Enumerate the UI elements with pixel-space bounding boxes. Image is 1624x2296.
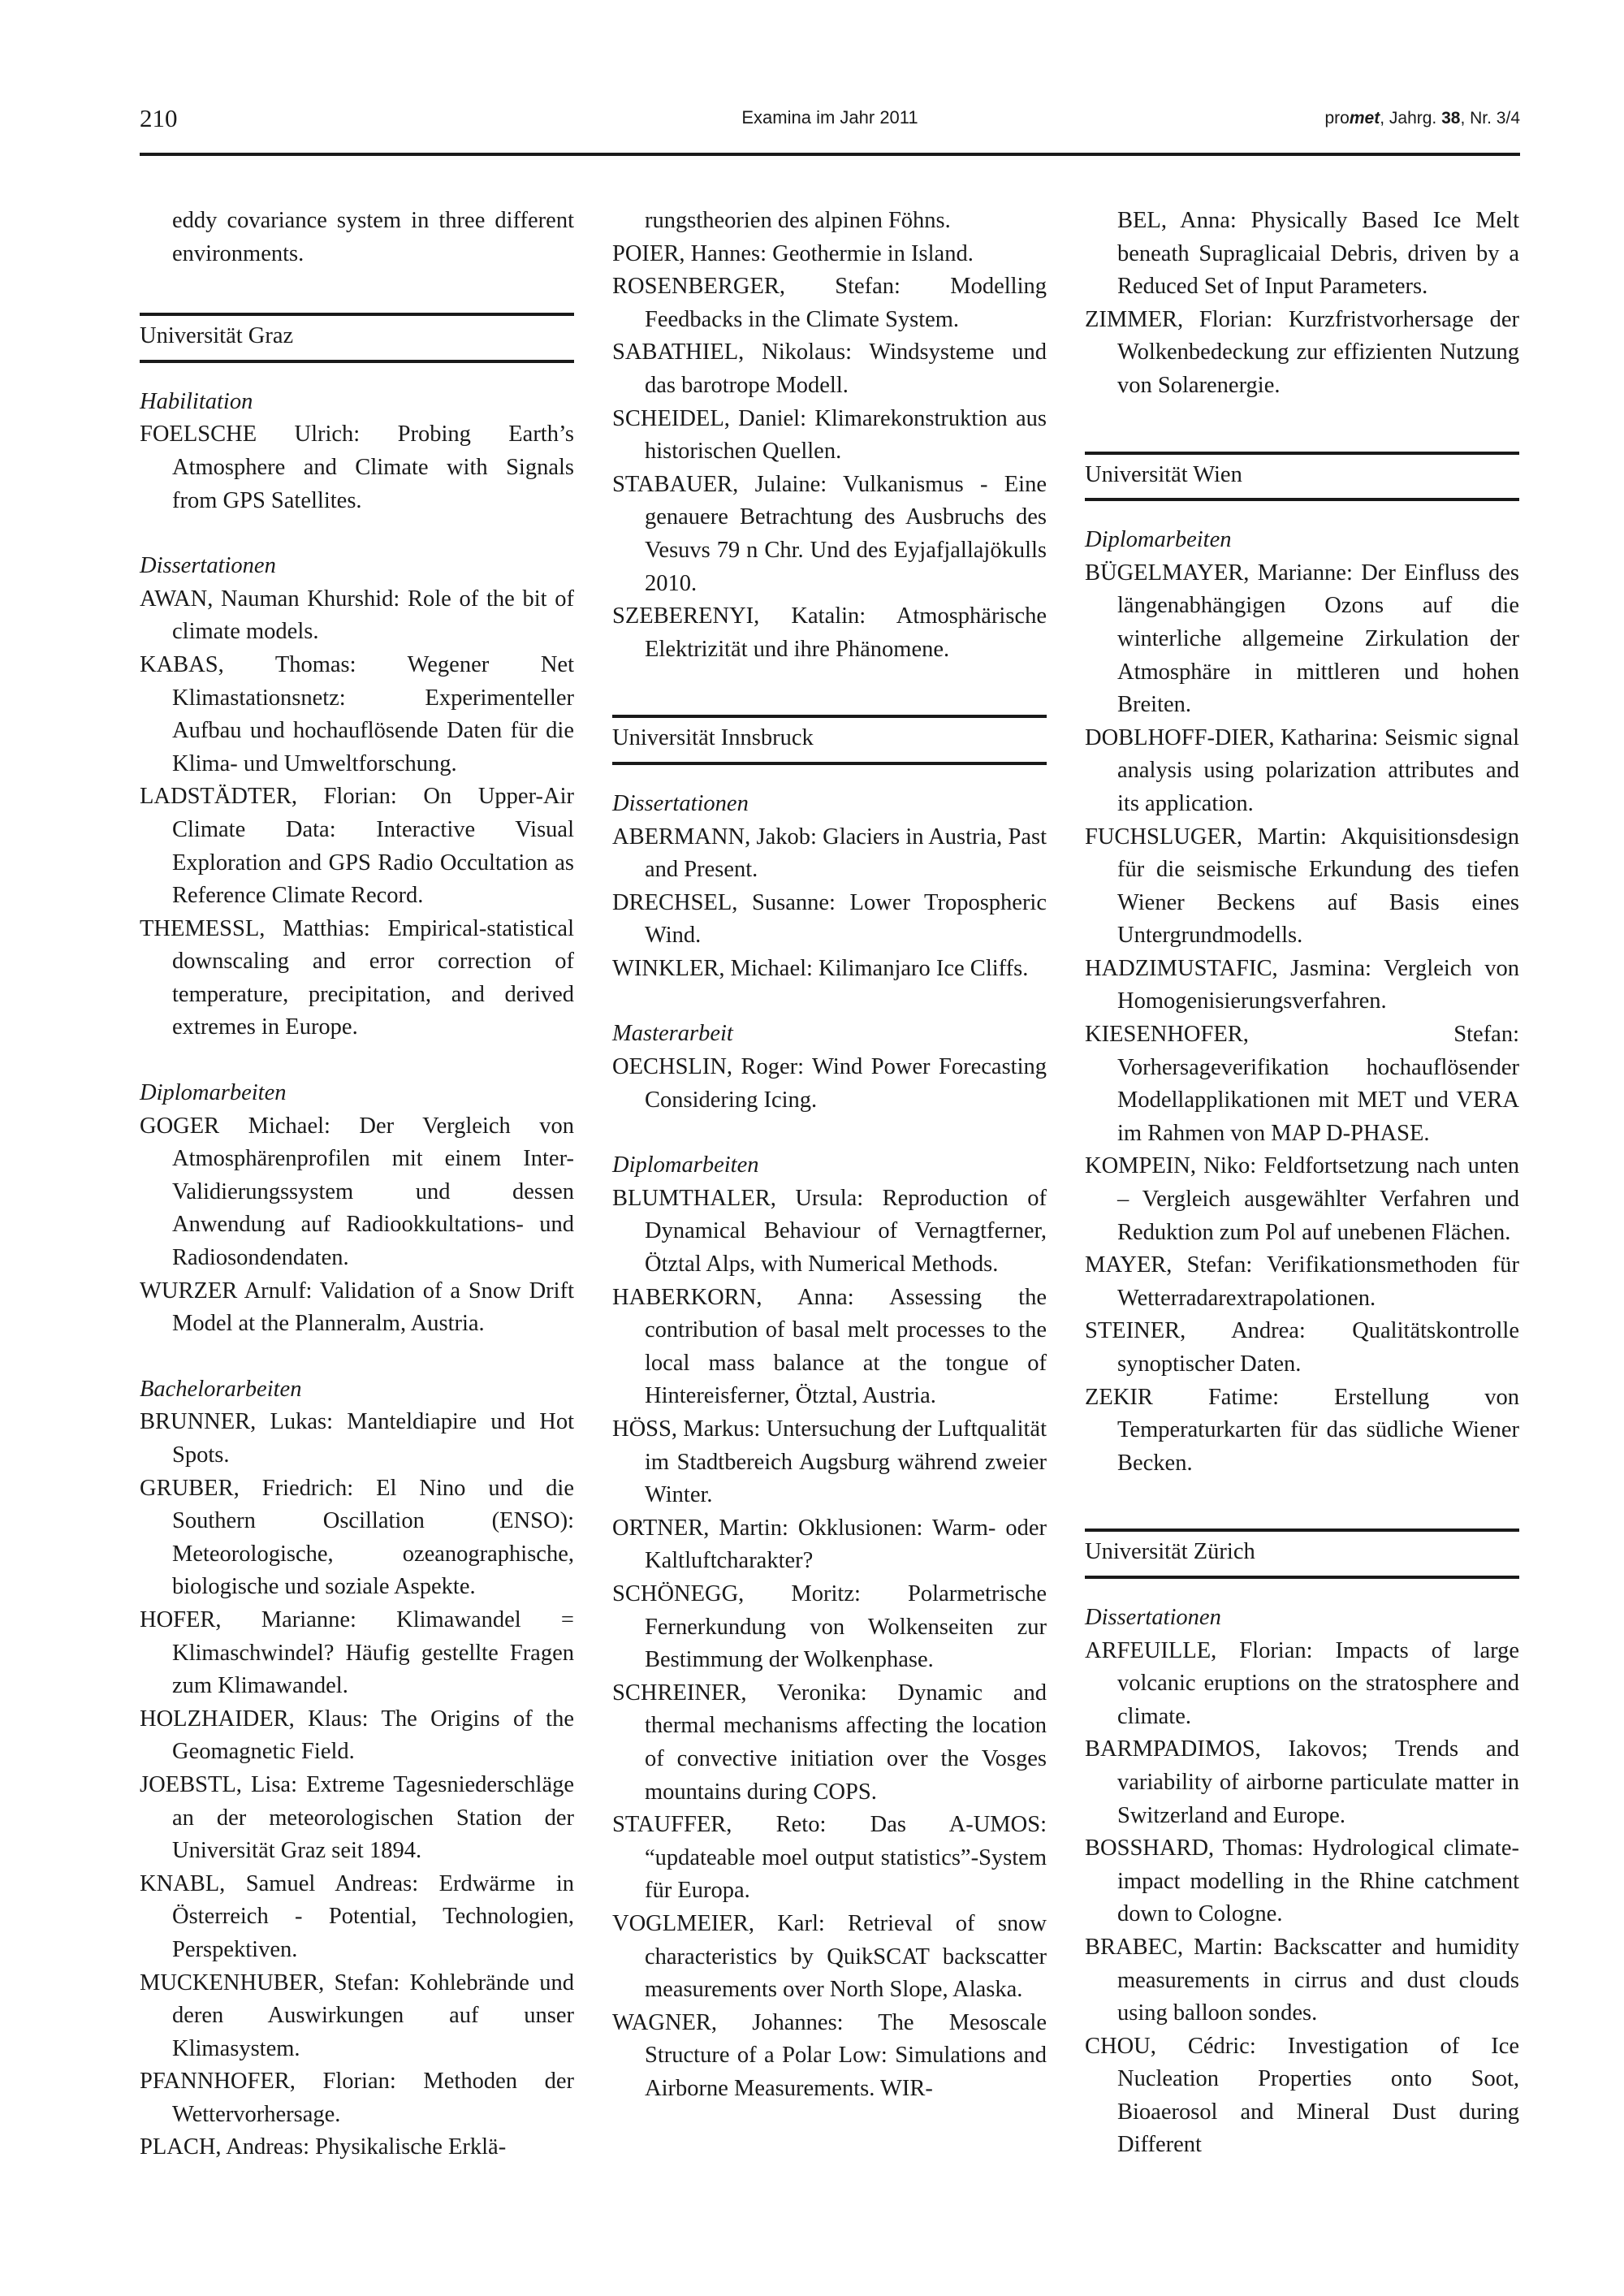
list-item: BÜGELMAYER, Marianne: Der Einfluss des längenabhängigen Ozons auf die winterliche allgemeine Zirkulation der Atmosphäre in mittleren und hohen Breiten.: [1085, 560, 1519, 718]
category-dissertationen: Dissertationen: [1085, 1604, 1221, 1630]
list-item: KABAS, Thomas: Wegener Net Klimastationsnetz: Experimenteller Aufbau und hochauflösende Daten für die Klima- und Umweltforschung.: [140, 651, 574, 776]
list-item: DOBLHOFF-DIER, Katharina: Seismic signal analysis using polarization attributes and its application.: [1085, 724, 1519, 816]
list-item: SCHREINER, Veronika: Dynamic and thermal mechanisms affecting the location of convective initiation over the Vosges mountains during COPS.: [612, 1680, 1047, 1805]
category-diplomarbeiten: Diplomarbeiten: [612, 1152, 759, 1178]
list-item: WAGNER, Johannes: The Mesoscale Structure of a Polar Low: Simulations and Airborne Measurements. WIR-: [612, 2009, 1047, 2101]
list-item: HOLZHAIDER, Klaus: The Origins of the Geomagnetic Field.: [140, 1706, 574, 1765]
list-item: SCHÖNEGG, Moritz: Polarmetrische Fernerkundung von Wolkenseiten zur Bestimmung der Wolkenphase.: [612, 1580, 1047, 1673]
category-diplomarbeiten: Diplomarbeiten: [1085, 527, 1232, 553]
list-item: JOEBSTL, Lisa: Extreme Tagesniederschläge an der meteorologischen Station der Universität Graz seit 1894.: [140, 1771, 574, 1864]
column-2: [612, 205, 1047, 2105]
list-item: MUCKENHUBER, Stefan: Kohlebrände und deren Auswirkungen auf unser Klimasystem.: [140, 1970, 574, 2061]
journal-name-met: met: [1349, 109, 1380, 128]
section-heading-zurich: Universität Zürich: [1085, 1529, 1519, 1579]
category-bachelorarbeiten: Bachelorarbeiten: [140, 1376, 302, 1402]
category-habilitation: Habilitation: [140, 388, 253, 414]
list-item: BLUMTHALER, Ursula: Reproduction of Dynamical Behaviour of Vernagtferner, Ötztal Alps, with Numerical Methods.: [612, 1185, 1047, 1278]
list-item: ORTNER, Martin: Okklusionen: Warm- oder Kaltluftcharakter?: [612, 1515, 1047, 1574]
list-item: HOFER, Marianne: Klimawandel = Klimaschwindel? Häufig gestellte Fragen zum Klimawandel.: [140, 1606, 574, 1699]
list-item: FUCHSLUGER, Martin: Akquisitionsdesign für die seismische Erkundung des tiefen Wiener Beckens auf Basis eines Untergrundmodells.: [1085, 824, 1519, 949]
list-item: THEMESSL, Matthias: Empirical-statistical downscaling and error correction of temperature, precipitation, and derived extremes in Europe.: [140, 915, 574, 1040]
section-heading-innsbruck: Universität Innsbruck: [612, 715, 1047, 765]
list-item: STAUFFER, Reto: Das A-UMOS: “updateable moel output statistics”-System für Europa.: [612, 1812, 1047, 1904]
category-dissertationen: Dissertationen: [140, 553, 276, 579]
list-item: MAYER, Stefan: Verifikationsmethoden für Wetterradarextrapolationen.: [1085, 1252, 1519, 1311]
continued-entry: eddy covariance system in three different environments.: [172, 208, 574, 266]
list-item: ROSENBERGER, Stefan: Modelling Feedbacks in the Climate System.: [612, 274, 1047, 332]
list-item: OECHSLIN, Roger: Wind Power Forecasting Considering Icing.: [612, 1054, 1047, 1113]
column-1: [140, 205, 574, 2164]
list-item: HABERKORN, Anna: Assessing the contribution of basal melt processes to the local mass balance at the tongue of Hintereisferner, Ötztal, Austria.: [612, 1284, 1047, 1409]
list-item: SABATHIEL, Nikolaus: Windsysteme und das barotrope Modell.: [612, 339, 1047, 398]
journal-issue: , Nr. 3/4: [1460, 109, 1520, 128]
category-dissertationen: Dissertationen: [612, 790, 749, 816]
list-item: PLACH, Andreas: Physikalische Erklä-: [140, 2134, 507, 2160]
list-item: ABERMANN, Jakob: Glaciers in Austria, Past and Present.: [612, 824, 1047, 883]
journal-volume: 38: [1441, 109, 1461, 128]
list-item: SZEBERENYI, Katalin: Atmosphärische Elektrizität und ihre Phänomene.: [612, 603, 1047, 662]
continued-entry: BEL, Anna: Physically Based Ice Melt beneath Supraglicaial Debris, driven by a Reduced Set of Input Parameters.: [1117, 208, 1519, 300]
list-item: LADSTÄDTER, Florian: On Upper-Air Climate Data: Interactive Visual Exploration and GPS Radio Occultation as Reference Climate Record.: [140, 784, 574, 909]
section-heading-wien: Universität Wien: [1085, 452, 1519, 502]
column-3: [1085, 205, 1519, 2162]
section-heading-graz: Universität Graz: [140, 313, 574, 363]
list-item: KOMPEIN, Niko: Feldfortsetzung nach unten – Vergleich ausgewählter Verfahren und Reduktion zum Pol auf unebenen Flächen.: [1085, 1153, 1519, 1245]
list-item: KNABL, Samuel Andreas: Erdwärme in Österreich - Potential, Technologien, Perspektiven.: [140, 1870, 574, 1962]
list-item: POIER, Hannes: Geothermie in Island.: [612, 240, 974, 266]
list-item: KIESENHOFER, Stefan: Vorhersageverifikation hochauflösender Modellapplikationen mit MET und VERA im Rahmen von MAP D-PHASE.: [1085, 1022, 1519, 1146]
list-item: WURZER Arnulf: Validation of a Snow Drift Model at the Planneralm, Austria.: [140, 1278, 574, 1337]
list-item: BRABEC, Martin: Backscatter and humidity measurements in cirrus and dust clouds using balloon sondes.: [1085, 1934, 1519, 2026]
journal-name-pro: pro: [1324, 109, 1350, 128]
page-number: 210: [140, 104, 178, 132]
list-item: VOGLMEIER, Karl: Retrieval of snow characteristics by QuikSCAT backscatter measurements over North Slope, Alaska.: [612, 1910, 1047, 2003]
page-header: [140, 104, 1520, 156]
list-item: DRECHSEL, Susanne: Lower Tropospheric Wind.: [612, 889, 1047, 949]
list-item: HADZIMUSTAFIC, Jasmina: Vergleich von Homogenisierungsverfahren.: [1085, 955, 1519, 1014]
list-item: AWAN, Nauman Khurshid: Role of the bit of climate models.: [140, 586, 574, 645]
list-item: WINKLER, Michael: Kilimanjaro Ice Cliffs.: [612, 955, 1029, 981]
list-item: CHOU, Cédric: Investigation of Ice Nucleation Properties onto Soot, Bioaerosol and Mineral Dust during Different: [1085, 2033, 1519, 2158]
list-item: ARFEUILLE, Florian: Impacts of large volcanic eruptions on the stratosphere and climate.: [1085, 1637, 1519, 1729]
list-item: SCHEIDEL, Daniel: Klimarekonstruktion aus historischen Quellen.: [612, 405, 1047, 465]
list-item: BARMPADIMOS, Iakovos; Trends and variability of airborne particulate matter in Switzerland and Europe.: [1085, 1736, 1519, 1828]
running-title: Examina im Jahr 2011: [741, 107, 918, 128]
category-diplomarbeiten: Diplomarbeiten: [140, 1080, 287, 1106]
list-item: GRUBER, Friedrich: El Nino und die Southern Oscillation (ENSO): Meteorologische, ozeanographische, biologische und soziale Aspekte.: [140, 1475, 574, 1600]
list-item: HÖSS, Markus: Untersuchung der Luftqualität im Stadtbereich Augsburg während zweier Winter.: [612, 1416, 1047, 1508]
list-item: GOGER Michael: Der Vergleich von Atmosphärenprofilen mit einem Inter-Validierungssystem und dessen Anwendung auf Radiookkultations- und Radiosondendaten.: [140, 1113, 574, 1271]
journal-year: , Jahrg.: [1380, 109, 1437, 128]
list-item: STEINER, Andrea: Qualitätskontrolle synoptischer Daten.: [1085, 1318, 1519, 1377]
list-item: ZEKIR Fatime: Erstellung von Temperaturkarten für das südliche Wiener Becken.: [1085, 1384, 1519, 1476]
list-item: STABAUER, Julaine: Vulkanismus - Eine genauere Betrachtung des Ausbruchs des Vesuvs 79 n Chr. Und des Eyjafjallajökulls 2010.: [612, 471, 1047, 596]
list-item: PFANNHOFER, Florian: Methoden der Wettervorhersage.: [140, 2069, 574, 2127]
journal-reference: [1325, 109, 1521, 128]
continued-entry: rungstheorien des alpinen Föhns.: [645, 208, 951, 233]
list-item: BOSSHARD, Thomas: Hydrological climate-impact modelling in the Rhine catchment down to Cologne.: [1085, 1836, 1519, 1927]
list-item: BRUNNER, Lukas: Manteldiapire und Hot Spots.: [140, 1409, 574, 1468]
list-item: ZIMMER, Florian: Kurzfristvorhersage der Wolkenbedeckung zur effizienten Nutzung von Solarenergie.: [1085, 306, 1519, 398]
list-item: FOELSCHE Ulrich: Probing Earth’s Atmosphere and Climate with Signals from GPS Satellites.: [140, 422, 574, 513]
category-masterarbeit: Masterarbeit: [612, 1021, 733, 1047]
